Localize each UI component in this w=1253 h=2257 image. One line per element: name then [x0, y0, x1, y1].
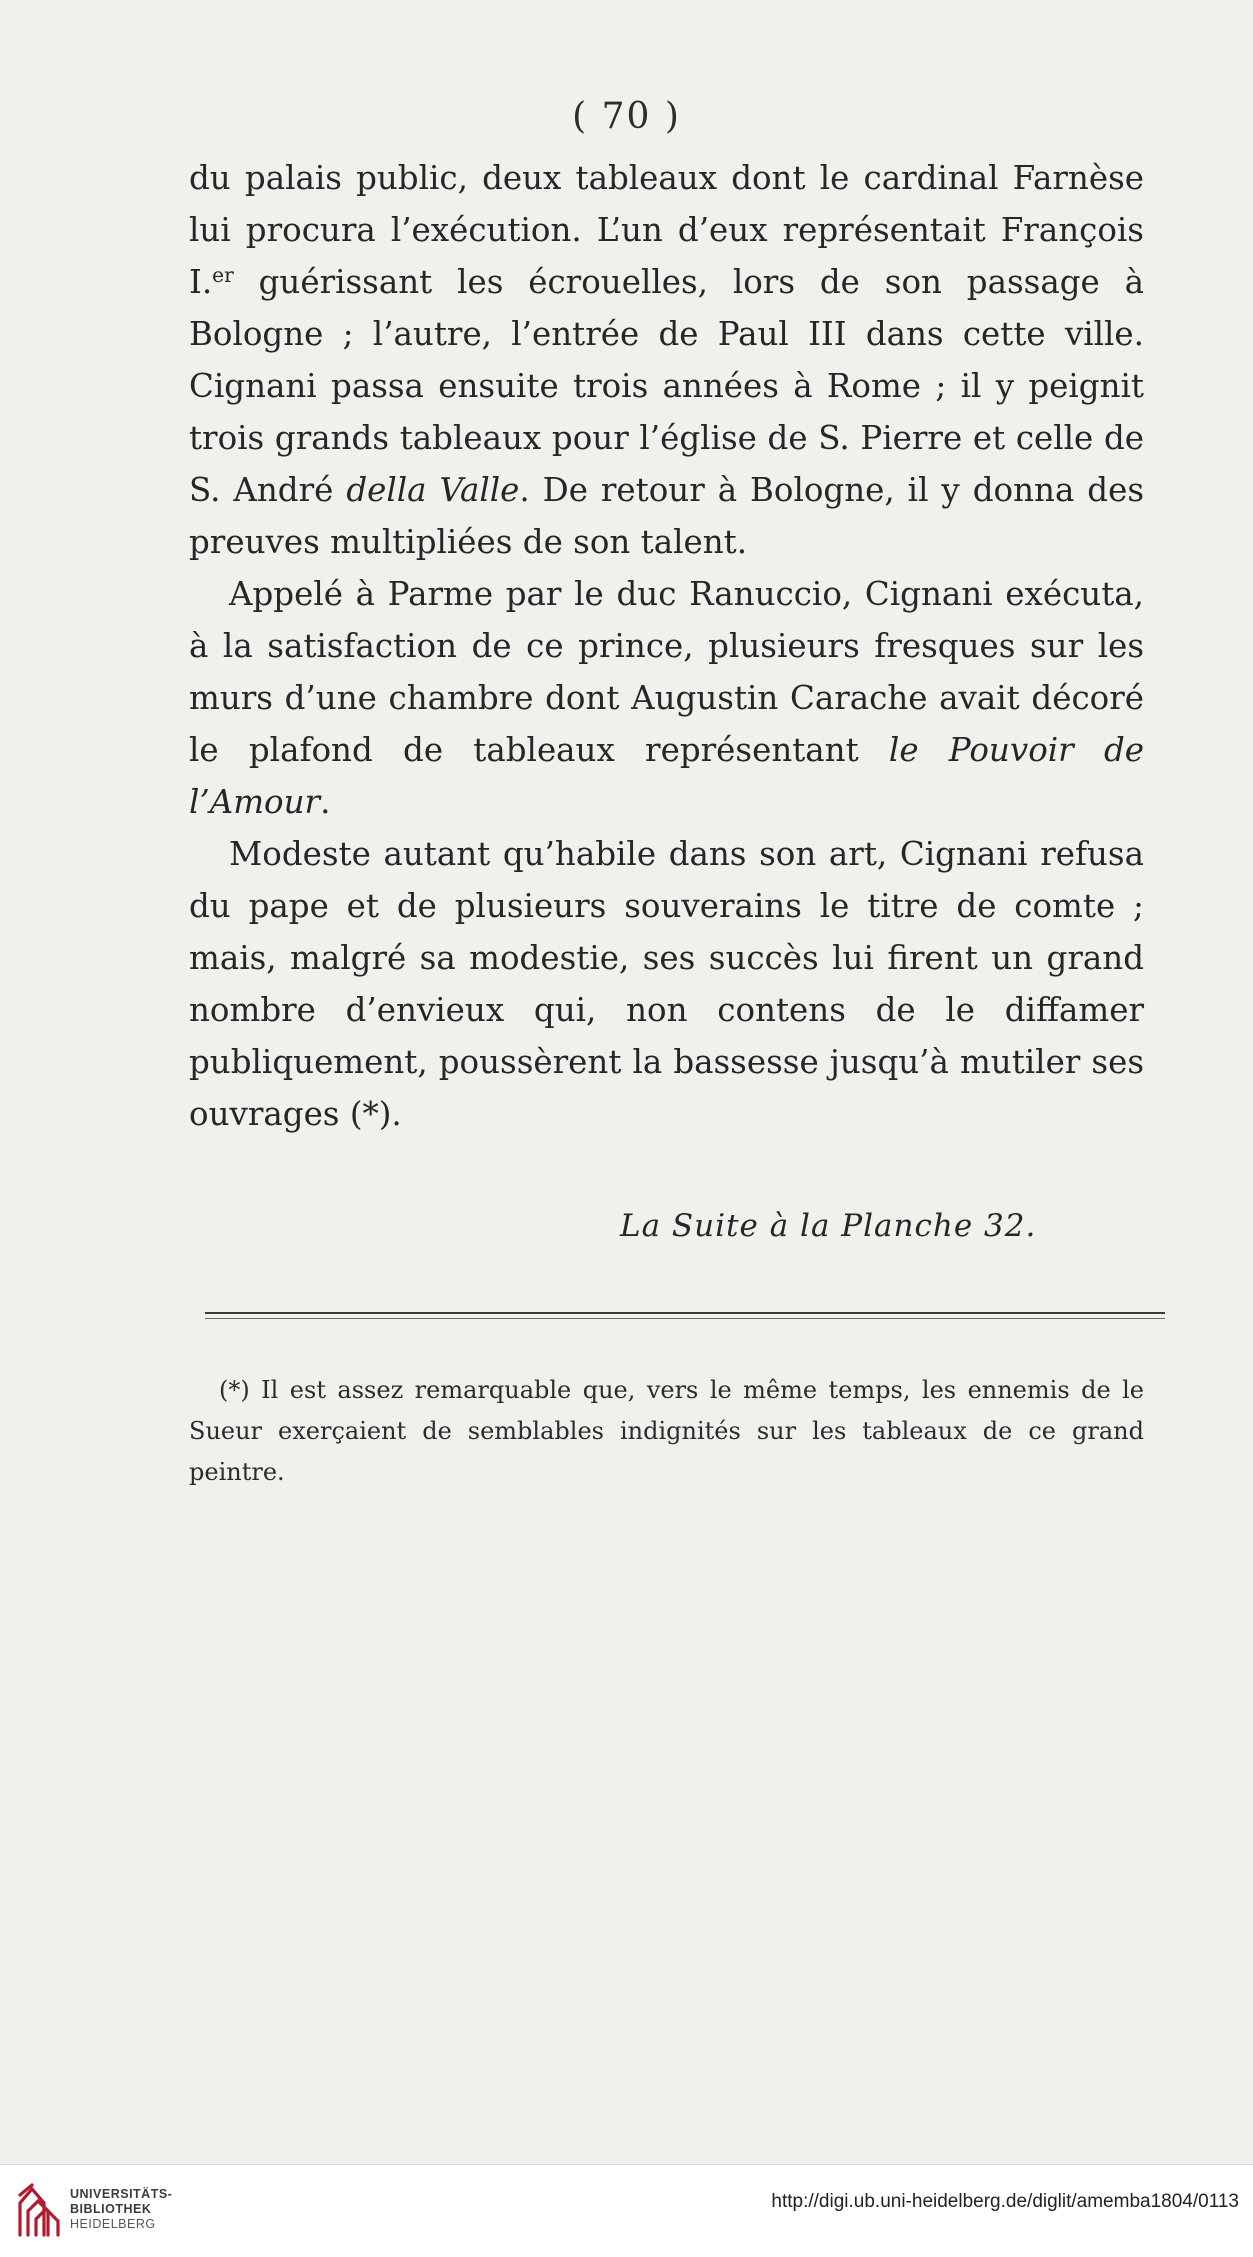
body-text — [189, 152, 1144, 1140]
page-number: ( 70 ) — [572, 96, 681, 137]
superscript-er: er — [212, 262, 234, 287]
footnote-text: (*) Il est assez remarquable que, vers le même temps, les ennemis de le Sueur exerçaient de semblables indignités sur les tableaux de ce grand peintre. — [189, 1376, 1144, 1486]
university-library-logo-icon — [14, 2181, 66, 2241]
paragraph-3 — [189, 828, 1144, 1140]
italic-della-valle: della Valle — [346, 471, 520, 509]
library-name-line-1: UNIVERSITÄTS- — [70, 2187, 173, 2201]
footnote-divider-thin — [205, 1318, 1165, 1319]
library-name — [70, 2187, 172, 2232]
paragraph-1-text-b: guérissant les écrouelles, lors de son passage à Bologne ; l’autre, l’entrée de Paul III dans cette ville. Cignani passa ensuite trois années à Rome ; il y peignit trois grands tableaux pour l’église de S. Pierre et celle de S. André — [189, 263, 1144, 509]
paragraph-1-text-a: du palais public, deux tableaux dont le cardinal Farnèse lui procura l’exécution. L’un d’eux représentait François I. — [189, 159, 1144, 301]
paragraph-2-text-b: . — [320, 783, 331, 821]
continuation-note: La Suite à la Planche 32. — [620, 1208, 1037, 1244]
paragraph-1 — [189, 152, 1144, 568]
permalink-url[interactable]: http://digi.ub.uni-heidelberg.de/diglit/amemba1804/0113 — [771, 2191, 1239, 2212]
paragraph-1-text-c: . De retour à Bologne, il y donna des preuves multipliées de son talent. — [189, 471, 1144, 561]
paragraph-2 — [189, 568, 1144, 828]
library-name-line-3: HEIDELBERG — [70, 2217, 156, 2231]
paragraph-2-text-a: Appelé à Parme par le duc Ranuccio, Cignani exécuta, à la satisfaction de ce prince, plusieurs fresques sur les murs d’une chambre dont Augustin Carache avait décoré le plafond de tableaux représentant — [189, 575, 1144, 769]
footnote-divider — [205, 1312, 1165, 1314]
italic-pouvoir-amour: le Pouvoir de l’Amour — [189, 731, 1144, 821]
library-name-line-2: BIBLIOTHEK — [70, 2202, 152, 2216]
viewer-footer — [0, 2164, 1253, 2257]
paragraph-3-text: Modeste autant qu’habile dans son art, Cignani refusa du pape et de plusieurs souverains le titre de comte ; mais, malgré sa modestie, ses succès lui firent un grand nombre d’envieux qui, non contens de le diffamer publiquement, poussèrent la bassesse jusqu’à mutiler ses ouvrages (*). — [189, 835, 1144, 1133]
footnote — [189, 1370, 1144, 1493]
